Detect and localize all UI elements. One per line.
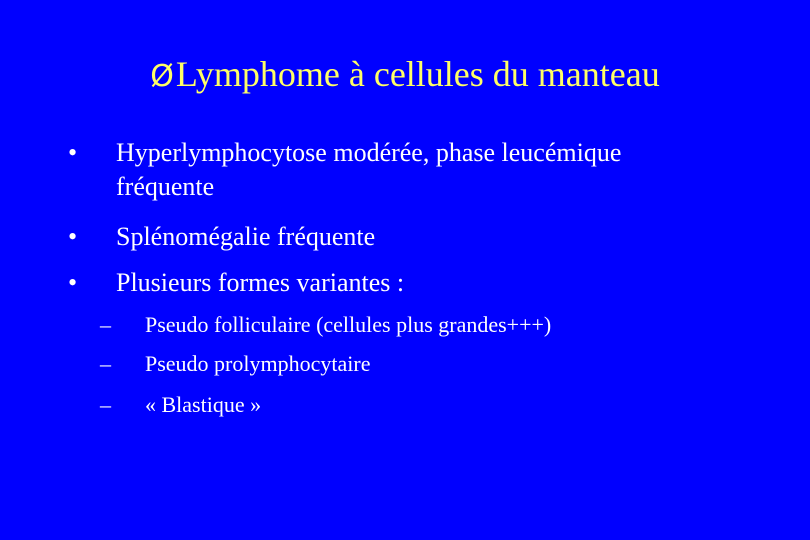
slide-title [0,52,810,99]
sub-bullet-marker: – [100,312,111,337]
sub-bullet-marker: – [100,351,111,376]
arrow-bullet-icon: Ø [150,59,174,94]
bullet-marker: • [68,138,78,167]
bullet-item-text: Plusieurs formes variantes : [116,268,405,297]
sub-bullet-marker: – [100,392,111,417]
bullet-marker: • [68,222,78,251]
bullet-marker: • [68,268,78,297]
bullet-item-text: Splénomégalie fréquente [116,222,376,251]
bullet-item-text-continuation: fréquente [116,172,215,201]
sub-bullet-item-text: Pseudo folliculaire (cellules plus grandes+++) [145,312,552,337]
sub-bullet-item-text: « Blastique » [145,392,262,417]
bullet-item-text: Hyperlymphocytose modérée, phase leucémique [116,138,622,167]
sub-bullet-item-text: Pseudo prolymphocytaire [145,351,371,376]
slide-title-text: Lymphome à cellules du manteau [175,54,660,94]
